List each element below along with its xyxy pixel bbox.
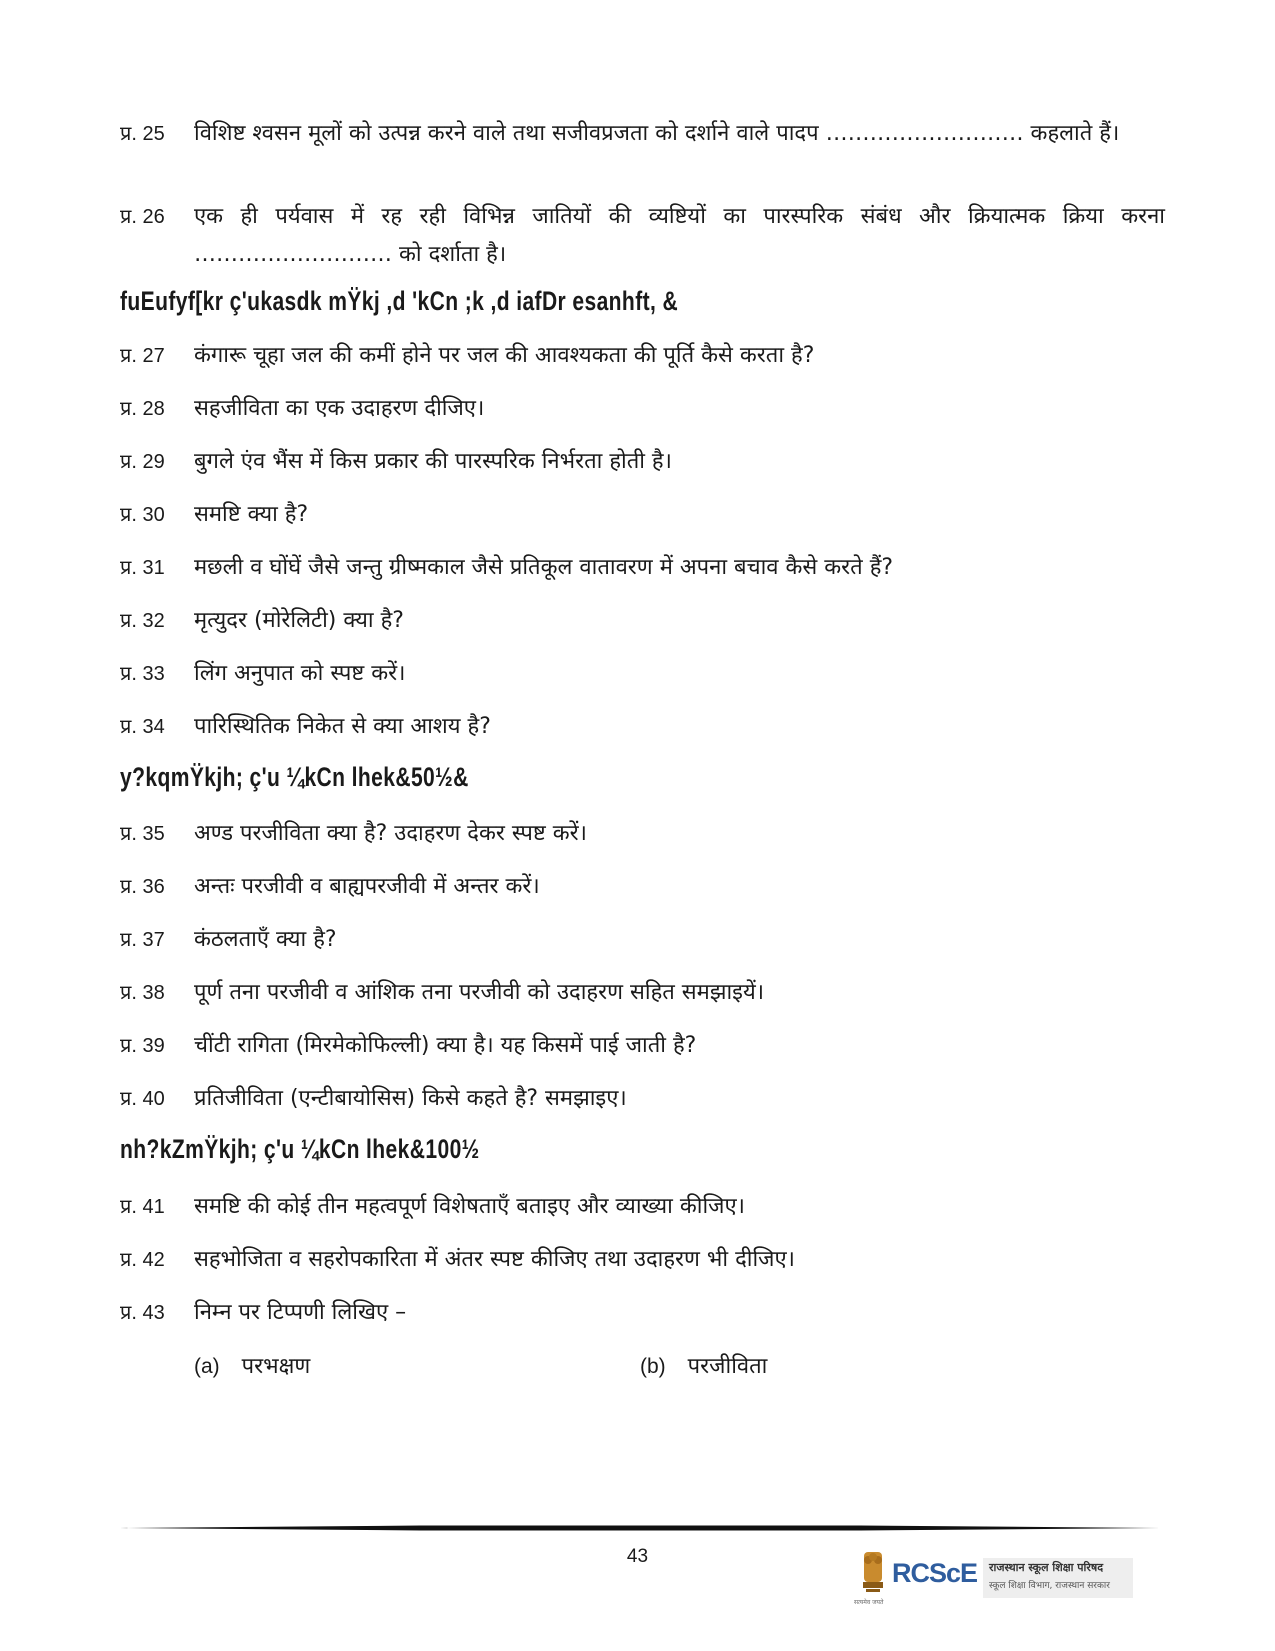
- question-34: [120, 708, 1165, 746]
- rcsce-logo: [854, 1548, 1138, 1606]
- question-40: [120, 1080, 1165, 1118]
- question-number: प्र. 35: [120, 823, 165, 845]
- question-number: प्र. 29: [120, 451, 165, 473]
- subitem-label: (a): [194, 1355, 220, 1378]
- section-heading-long-answer: nh?kZmŸkjh; ç'u ¼kCn lhek&100½: [120, 1134, 480, 1164]
- question-number: प्र. 25: [120, 123, 165, 145]
- question-text: अन्तः परजीवी व बाह्यपरजीवी में अन्तर करें।: [194, 874, 540, 899]
- question-number: प्र. 31: [120, 557, 165, 579]
- question-41: [120, 1188, 1165, 1226]
- question-text: प्रतिजीविता (एन्टीबायोसिस) किसे कहते है? समझाइए।: [194, 1086, 627, 1111]
- section-heading-short-answer: y?kqmŸkjh; ç'u ¼kCn lhek&50½&: [120, 762, 469, 792]
- question-number: प्र. 37: [120, 929, 165, 951]
- subitem-b: [640, 1350, 767, 1380]
- logo-tagline-box: [983, 1558, 1133, 1598]
- question-43: [120, 1294, 1165, 1332]
- question-25: [120, 115, 1165, 153]
- question-text: मृत्युदर (मोरेलिटी) क्या है?: [194, 608, 404, 633]
- question-29: [120, 443, 1165, 481]
- question-text: पूर्ण तना परजीवी व आंशिक तना परजीवी को उदाहरण सहित समझाइयें।: [194, 980, 765, 1005]
- question-text: विशिष्ट श्वसन मूलों को उत्पन्न करने वाले तथा सजीवप्रजता को दर्शाने वाले पादप ……………………… कहलाते हैं।: [194, 121, 1120, 146]
- question-text: समष्टि क्या है?: [194, 502, 309, 527]
- question-text: बुगले एंव भैंस में किस प्रकार की पारस्परिक निर्भरता होती है।: [194, 449, 672, 474]
- question-text: समष्टि की कोई तीन महत्वपूर्ण विशेषताएँ बताइए और व्याख्या कीजिए।: [194, 1194, 745, 1219]
- question-38: [120, 974, 1165, 1012]
- footer-rule: [120, 1525, 1160, 1531]
- question-number: प्र. 41: [120, 1196, 165, 1218]
- subitem-a: [194, 1350, 310, 1380]
- question-number: प्र. 33: [120, 663, 165, 685]
- question-31: [120, 549, 1165, 587]
- question-number: प्र. 43: [120, 1302, 165, 1324]
- question-text: कंगारू चूहा जल की कमीं होने पर जल की आवश्यकता की पूर्ति कैसे करता है?: [194, 343, 815, 368]
- question-35: [120, 815, 1165, 853]
- question-number: प्र. 32: [120, 610, 165, 632]
- question-number: प्र. 36: [120, 876, 165, 898]
- question-number: प्र. 28: [120, 398, 165, 420]
- question-30: [120, 496, 1165, 534]
- question-text: पारिस्थितिक निकेत से क्या आशय है?: [194, 714, 491, 739]
- question-33: [120, 655, 1165, 693]
- question-number: प्र. 39: [120, 1035, 165, 1057]
- question-32: [120, 602, 1165, 640]
- question-number: प्र. 27: [120, 345, 165, 367]
- question-39: [120, 1027, 1165, 1065]
- question-42: [120, 1241, 1165, 1279]
- question-28: [120, 390, 1165, 428]
- question-text: सहजीविता का एक उदाहरण दीजिए।: [194, 396, 485, 421]
- question-text: चींटी रागिता (मिरमेकोफिल्ली) क्या है। यह किसमें पाई जाती है?: [194, 1033, 697, 1058]
- question-number: प्र. 26: [120, 206, 165, 228]
- section-heading-one-word: fuEufyf[kr ç'ukasdk mŸkj ,d 'kCn ;k ,d iafDr esanhft, &: [120, 286, 679, 316]
- question-text: लिंग अनुपात को स्पष्ट करें।: [194, 661, 406, 686]
- subitem-label: (b): [640, 1355, 666, 1378]
- emblem-motto: सत्यमेव जयते: [854, 1599, 884, 1606]
- question-26: [120, 198, 1165, 274]
- question-36: [120, 868, 1165, 906]
- question-text: एक ही पर्यवास में रह रही विभिन्न जातियों की व्यष्टियों का पारस्परिक संबंध और क्रियात्मक क्रिया करना ……………………… को दर्शाता है।: [194, 204, 1165, 267]
- question-text: सहभोजिता व सहरोपकारिता में अंतर स्पष्ट कीजिए तथा उदाहरण भी दीजिए।: [194, 1247, 795, 1272]
- question-27: [120, 337, 1165, 375]
- question-text: कंठलताएँ क्या है?: [194, 927, 337, 952]
- logo-brand-text: RCScE: [892, 1558, 978, 1588]
- logo-tagline-title: राजस्थान स्कूल शिक्षा परिषद: [989, 1561, 1104, 1574]
- question-number: प्र. 40: [120, 1088, 165, 1110]
- question-text: निम्न पर टिप्पणी लिखिए –: [194, 1300, 407, 1325]
- question-37: [120, 921, 1165, 959]
- subitem-text: परजीविता: [687, 1354, 768, 1379]
- logo-tagline-subtitle: स्कूल शिक्षा विभाग, राजस्थान सरकार: [989, 1581, 1110, 1591]
- question-number: प्र. 38: [120, 982, 165, 1004]
- question-text: मछली व घोंघें जैसे जन्तु ग्रीष्मकाल जैसे प्रतिकूल वातावरण में अपना बचाव कैसे करते हैं?: [194, 555, 894, 580]
- page-number: 43: [626, 1546, 649, 1567]
- question-number: प्र. 42: [120, 1249, 165, 1271]
- question-number: प्र. 30: [120, 504, 165, 526]
- question-text: अण्ड परजीविता क्या है? उदाहरण देकर स्पष्ट करें।: [194, 821, 587, 846]
- subitem-text: परभक्षण: [241, 1354, 311, 1379]
- question-number: प्र. 34: [120, 716, 165, 738]
